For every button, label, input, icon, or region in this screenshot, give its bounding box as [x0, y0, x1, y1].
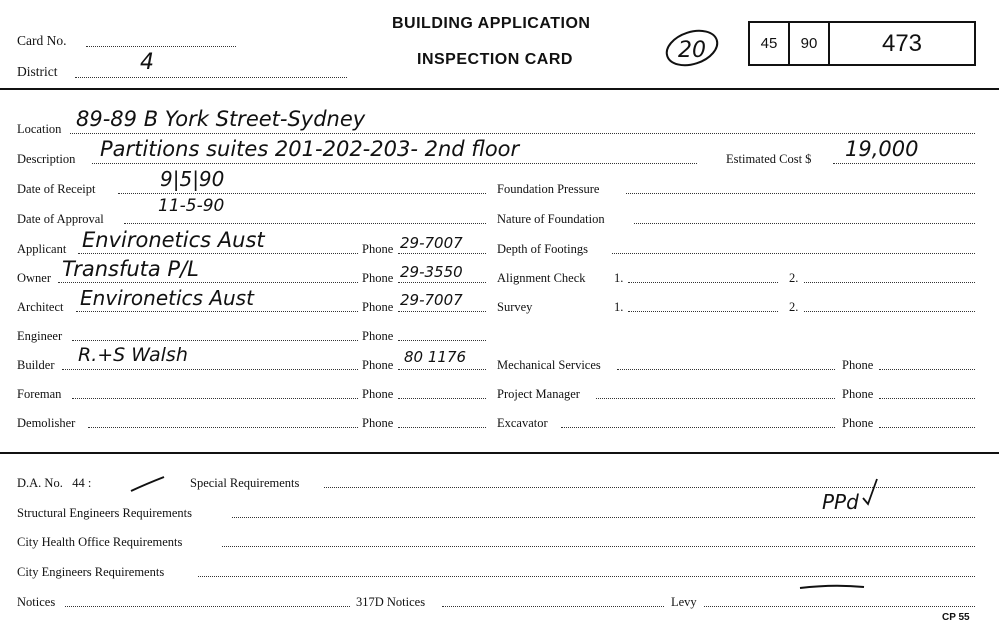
excavator-phone-line[interactable] [879, 427, 975, 428]
project-manager-phone-label: Phone [842, 387, 874, 401]
architect-phone-line[interactable] [398, 311, 486, 312]
form-title-line1: BUILDING APPLICATION [392, 15, 591, 32]
alignment-check-num2: 2. [789, 271, 799, 285]
builder-phone-value: 80 1176 [404, 348, 467, 366]
project-manager-line[interactable] [596, 398, 835, 399]
survey-num1: 1. [614, 300, 624, 314]
section-divider [0, 452, 999, 454]
notices-line[interactable] [65, 606, 350, 607]
structural-engineers-label: Structural Engineers Requirements [17, 506, 192, 520]
circled-number-text: 20 [678, 38, 706, 63]
city-health-line[interactable] [222, 546, 975, 547]
demolisher-label: Demolisher [17, 416, 76, 430]
excavator-label: Excavator [497, 416, 548, 430]
date-of-receipt-value: 9|5|90 [160, 167, 225, 191]
notices-317d-label: 317D Notices [356, 595, 426, 609]
description-value: Partitions suites 201-202-203- 2nd floor [100, 137, 520, 161]
owner-value: Transfuta P/L [62, 257, 199, 281]
depth-of-footings-label: Depth of Footings [497, 242, 588, 256]
applicant-line[interactable] [78, 253, 358, 254]
applicant-value: Environetics Aust [82, 228, 265, 252]
location-value: 89-89 B York Street-Sydney [76, 107, 366, 131]
nature-of-foundation-line[interactable] [634, 223, 975, 224]
ppd-check-mark [860, 476, 880, 506]
notices-label: Notices [17, 595, 56, 609]
project-manager-label: Project Manager [497, 387, 580, 401]
date-of-approval-value: 11-5-90 [158, 196, 225, 216]
survey-label: Survey [497, 300, 533, 314]
alignment-check-line2[interactable] [804, 282, 975, 283]
applicant-phone-line[interactable] [398, 253, 486, 254]
owner-phone-line[interactable] [398, 282, 486, 283]
builder-phone-line[interactable] [398, 369, 486, 370]
mechanical-services-phone-line[interactable] [879, 369, 975, 370]
nature-of-foundation-label: Nature of Foundation [497, 212, 605, 226]
builder-value: R.+S Walsh [78, 344, 188, 366]
excavator-phone-label: Phone [842, 416, 874, 430]
date-of-approval-line[interactable] [124, 223, 486, 224]
da-no-tick-mark [128, 474, 168, 494]
project-manager-phone-line[interactable] [879, 398, 975, 399]
engineer-phone-line[interactable] [398, 340, 486, 341]
applicant-label: Applicant [17, 242, 67, 256]
form-title-line2: INSPECTION CARD [417, 51, 573, 68]
architect-label: Architect [17, 300, 64, 314]
estimated-cost-line[interactable] [833, 163, 975, 164]
foreman-line[interactable] [72, 398, 358, 399]
foundation-pressure-line[interactable] [626, 193, 975, 194]
district-value: 4 [140, 50, 154, 75]
estimated-cost-label: Estimated Cost $ [726, 152, 812, 166]
architect-phone-value: 29-7007 [400, 291, 463, 309]
header-divider [0, 88, 999, 90]
card-no-label: Card No. [17, 33, 67, 48]
estimated-cost-value: 19,000 [845, 137, 919, 161]
architect-phone-label: Phone [362, 300, 394, 314]
structural-engineers-line[interactable] [232, 517, 975, 518]
box-number-3: 473 [881, 29, 923, 57]
city-engineers-line[interactable] [198, 576, 975, 577]
engineer-phone-label: Phone [362, 329, 394, 343]
description-label: Description [17, 152, 76, 166]
engineer-label: Engineer [17, 329, 63, 343]
mechanical-services-label: Mechanical Services [497, 358, 601, 372]
excavator-line[interactable] [561, 427, 835, 428]
engineer-line[interactable] [72, 340, 358, 341]
architect-line[interactable] [76, 311, 358, 312]
owner-label: Owner [17, 271, 52, 285]
box-number-1: 45 [750, 23, 790, 64]
location-label: Location [17, 122, 62, 136]
demolisher-phone-line[interactable] [398, 427, 486, 428]
district-label: District [17, 64, 58, 79]
depth-of-footings-line[interactable] [612, 253, 975, 254]
date-of-receipt-label: Date of Receipt [17, 182, 96, 196]
applicant-phone-label: Phone [362, 242, 394, 256]
survey-line1[interactable] [628, 311, 778, 312]
circled-number-mark [662, 26, 722, 70]
builder-line[interactable] [62, 369, 358, 370]
demolisher-phone-label: Phone [362, 416, 394, 430]
mechanical-services-phone-label: Phone [842, 358, 874, 372]
special-requirements-label: Special Requirements [190, 476, 300, 490]
levy-line[interactable] [704, 606, 975, 607]
foundation-pressure-label: Foundation Pressure [497, 182, 600, 196]
alignment-check-line1[interactable] [628, 282, 778, 283]
date-of-approval-label: Date of Approval [17, 212, 104, 226]
alignment-check-num1: 1. [614, 271, 624, 285]
foreman-phone-label: Phone [362, 387, 394, 401]
survey-line2[interactable] [804, 311, 975, 312]
architect-value: Environetics Aust [80, 286, 254, 310]
notices-317d-line[interactable] [442, 606, 664, 607]
card-no-line[interactable] [86, 46, 236, 47]
owner-phone-value: 29-3550 [400, 263, 463, 281]
district-line[interactable] [75, 77, 347, 78]
alignment-check-label: Alignment Check [497, 271, 586, 285]
da-no-label: D.A. No. 44 : [17, 476, 92, 490]
survey-num2: 2. [789, 300, 799, 314]
footer-code: CP 55 [942, 612, 970, 623]
builder-label: Builder [17, 358, 55, 372]
levy-dash-mark [798, 582, 868, 592]
description-line[interactable] [92, 163, 697, 164]
ppd-mark: PPd [822, 490, 859, 514]
card-number-box [748, 21, 976, 66]
foreman-phone-line[interactable] [398, 398, 486, 399]
date-of-receipt-line[interactable] [118, 193, 486, 194]
foreman-label: Foreman [17, 387, 62, 401]
city-health-label: City Health Office Requirements [17, 535, 183, 549]
owner-phone-label: Phone [362, 271, 394, 285]
city-engineers-label: City Engineers Requirements [17, 565, 165, 579]
levy-label: Levy [671, 595, 697, 609]
applicant-phone-value: 29-7007 [400, 234, 463, 252]
demolisher-line[interactable] [88, 427, 358, 428]
location-line[interactable] [70, 133, 975, 134]
builder-phone-label: Phone [362, 358, 394, 372]
mechanical-services-line[interactable] [617, 369, 835, 370]
owner-line[interactable] [58, 282, 358, 283]
box-number-2: 90 [790, 23, 830, 64]
